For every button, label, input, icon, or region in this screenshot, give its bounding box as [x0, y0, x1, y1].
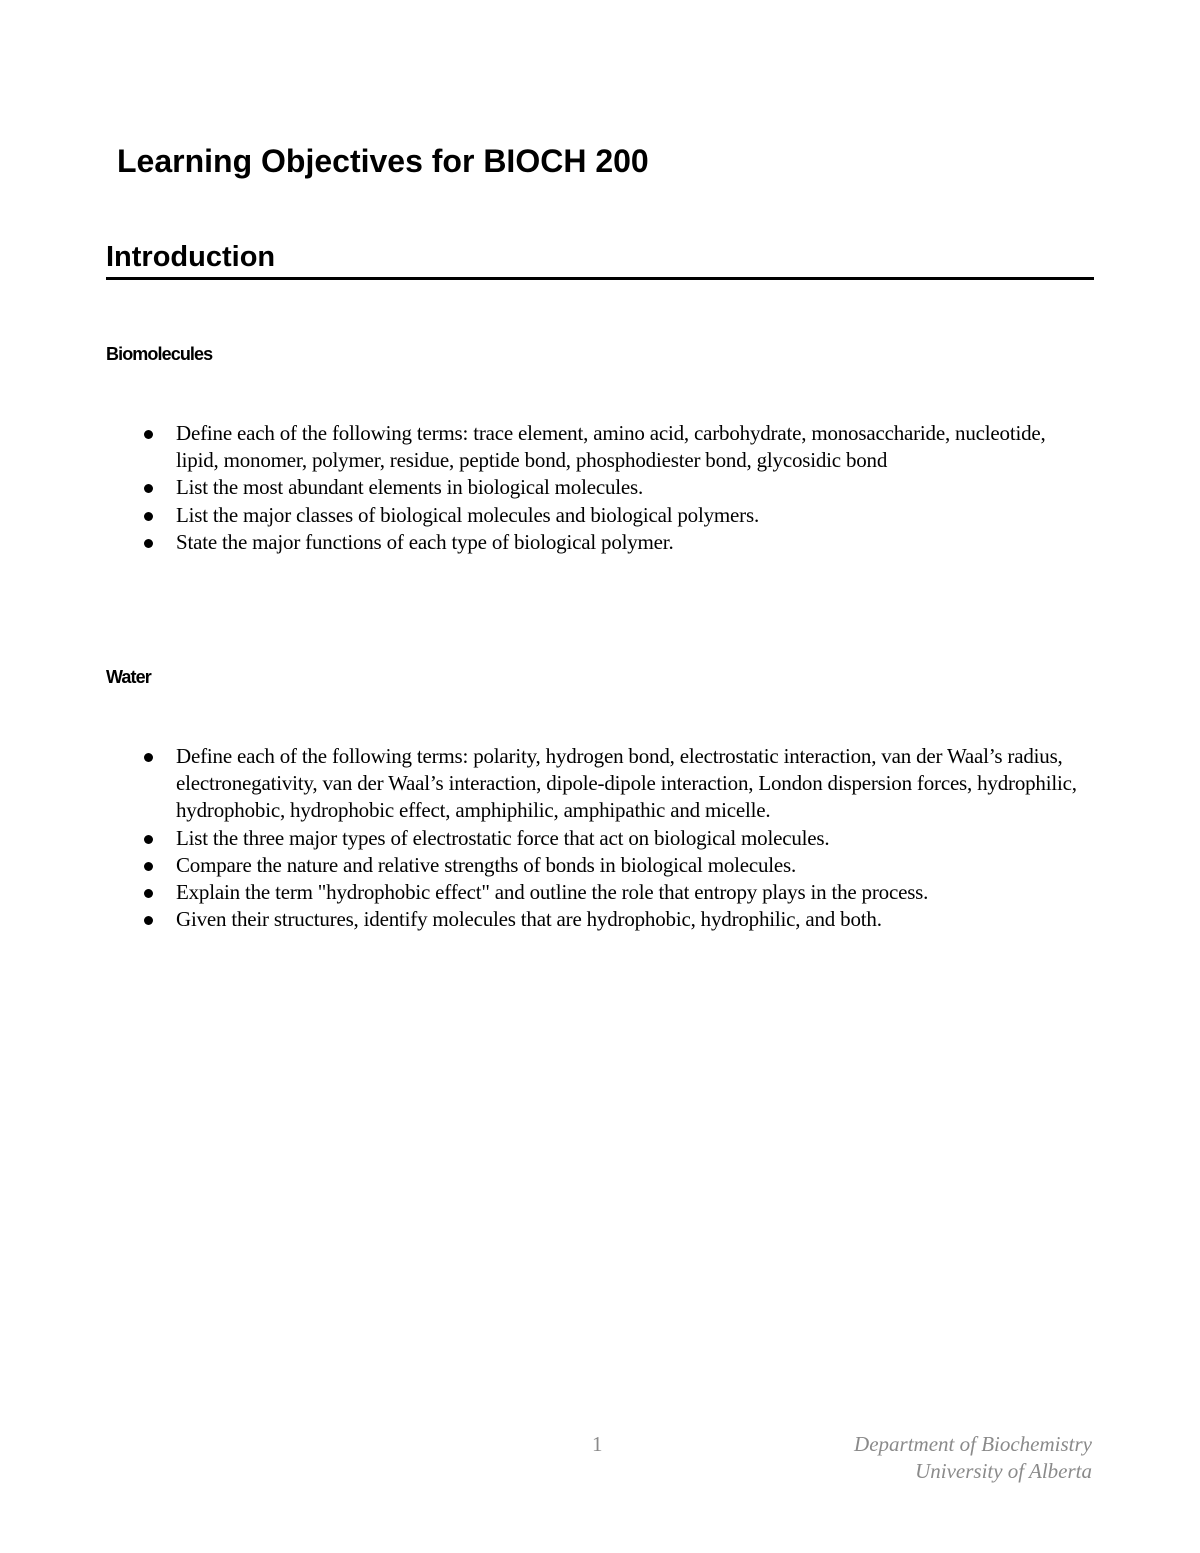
list-item-text: Define each of the following terms: trace element, amino acid, carbohydrate, monosaccharide, nucleotide, lipid, monomer, polymer, residue, peptide bond, phosphodiester bond, glycosidic bond: [176, 421, 1046, 473]
footer-department: Department of Biochemistry: [854, 1432, 1092, 1456]
bullet-icon: [144, 539, 153, 548]
document-title: Learning Objectives for BIOCH 200: [117, 143, 649, 179]
list-item: [176, 906, 1081, 933]
list-item-text: Compare the nature and relative strengths of bonds in biological molecules.: [176, 852, 797, 877]
list-item: [176, 502, 1081, 529]
list-item: [176, 474, 1081, 501]
bullet-icon: [144, 835, 153, 844]
list-item: [176, 825, 1081, 852]
section-heading-water: Water: [106, 667, 151, 687]
list-item-text: List the three major types of electrostatic force that act on biological molecules.: [176, 825, 830, 850]
list-item: [176, 852, 1081, 879]
page-number: 1: [592, 1432, 603, 1456]
bullet-icon: [144, 430, 153, 439]
list-item: [176, 743, 1081, 825]
bullet-icon: [144, 916, 153, 925]
bullet-icon: [144, 889, 153, 898]
bullet-icon: [144, 484, 153, 493]
chapter-heading: Introduction: [106, 237, 1094, 280]
bullet-icon: [144, 512, 153, 521]
list-item-text: Explain the term "hydrophobic effect" and outline the role that entropy plays in the process.: [176, 880, 929, 905]
section-heading-biomolecules: Biomolecules: [106, 344, 213, 364]
list-item-text: State the major functions of each type of biological polymer.: [176, 529, 674, 554]
list-item: [176, 420, 1081, 474]
objectives-list-biomolecules: [176, 420, 1081, 556]
objectives-list-water: [176, 743, 1081, 933]
list-item-text: List the major classes of biological molecules and biological polymers.: [176, 502, 759, 527]
list-item: [176, 529, 1081, 556]
list-item-text: List the most abundant elements in biological molecules.: [176, 475, 644, 500]
bullet-icon: [144, 862, 153, 871]
list-item-text: Given their structures, identify molecules that are hydrophobic, hydrophilic, and both.: [176, 907, 882, 932]
bullet-icon: [144, 753, 153, 762]
list-item: [176, 879, 1081, 906]
footer-university: University of Alberta: [915, 1459, 1092, 1483]
list-item-text: Define each of the following terms: polarity, hydrogen bond, electrostatic interaction, van der Waal’s radius, electronegativity, van der Waal’s interaction, dipole-dipole interaction, London dispersion forces, hydrophilic, hydrophobic, hydrophobic effect, amphiphilic, amphipathic and micelle.: [176, 744, 1077, 823]
